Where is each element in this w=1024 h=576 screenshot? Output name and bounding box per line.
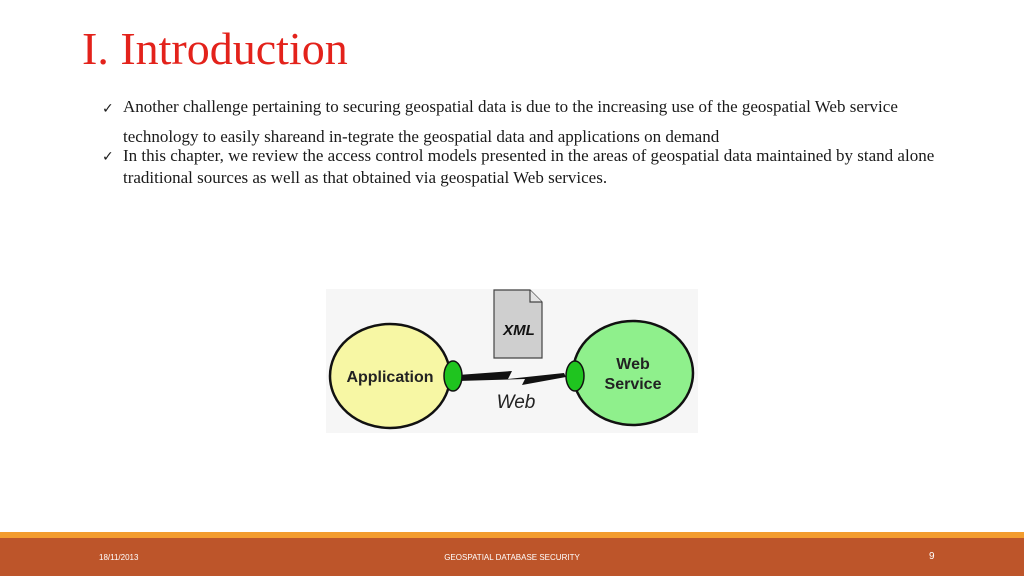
bullet-list (102, 92, 962, 189)
architecture-diagram (326, 289, 698, 433)
application-label: Application (346, 369, 434, 386)
bullet-text: Another challenge pertaining to securing geospatial data is due to the increasing use of the geospatial Web service technology to easily shareand in-tegrate the geospatial data and applications on demand (123, 97, 898, 146)
connection-label: Web (496, 392, 536, 413)
footer-bar (0, 538, 1024, 576)
check-icon: ✓ (102, 149, 114, 165)
application-port (444, 361, 462, 391)
slide-title: I. Introduction (82, 23, 348, 74)
xml-label: XML (503, 322, 535, 339)
document-fold (530, 290, 542, 302)
lightning-connector (458, 371, 566, 385)
footer-date: 18/11/2013 (99, 553, 139, 562)
bullet-text: In this chapter, we review the access control models presented in the areas of geospatial data maintained by stand alone traditional sources as well as that obtained via geospatial Web services. (123, 146, 935, 187)
web-service-port (566, 361, 584, 391)
web-service-label-line2: Service (604, 376, 662, 393)
bullet-item (102, 92, 962, 151)
check-icon: ✓ (102, 101, 114, 117)
page-number: 9 (929, 551, 935, 562)
bullet-item (102, 145, 962, 189)
web-service-label-line1: Web (616, 356, 650, 373)
web-service-node (573, 321, 693, 425)
footer-title: GEOSPATIAL DATABASE SECURITY (444, 553, 580, 562)
